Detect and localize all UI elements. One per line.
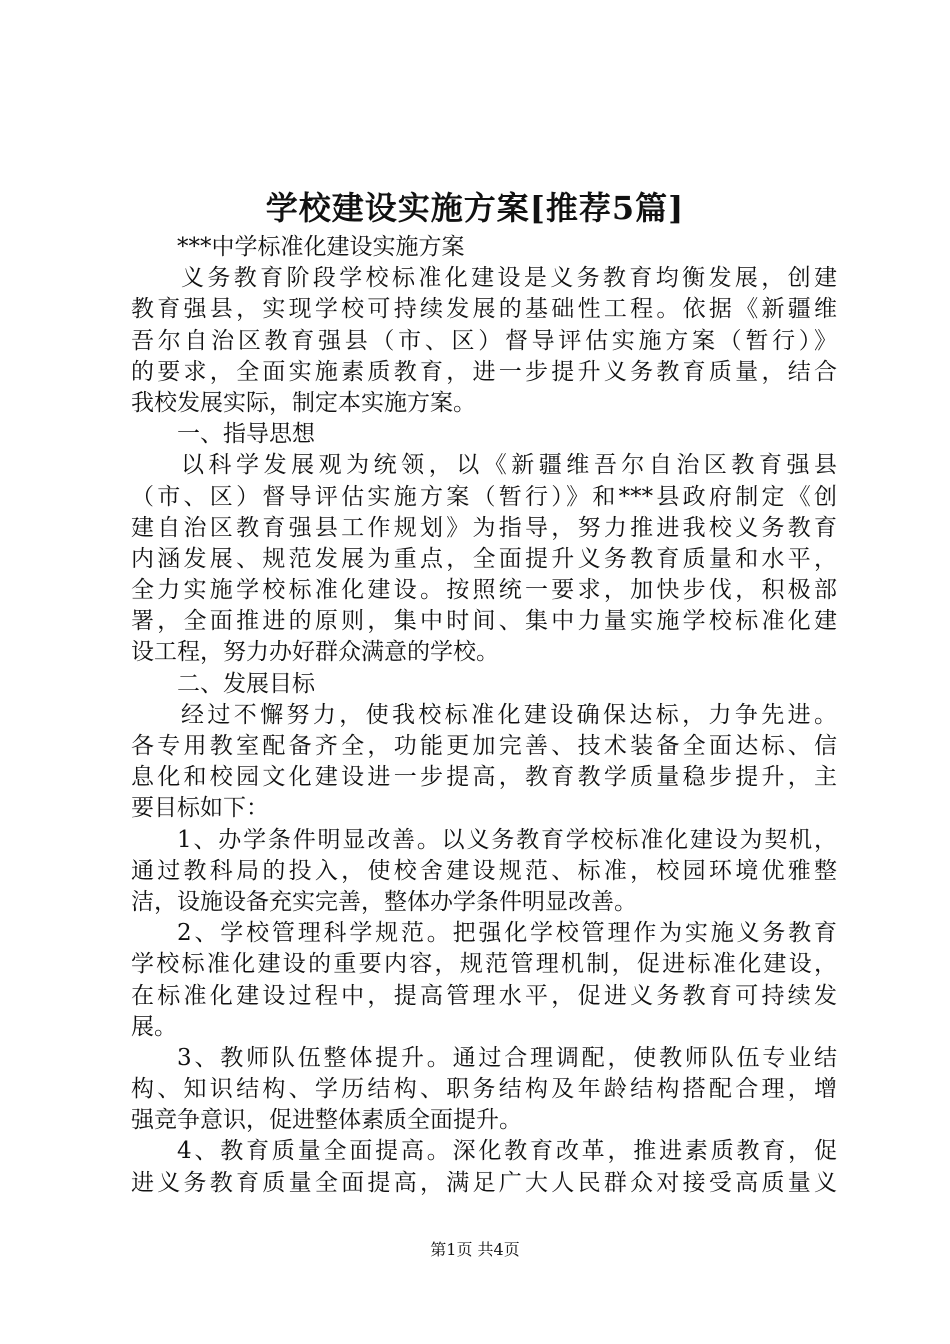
body-line: 通过教科局的投入，使校舍建设规范、标准，校园环境优雅整 (131, 857, 837, 884)
body-line: 息化和校园文化建设进一步提高，教育教学质量稳步提升，主 (131, 764, 837, 791)
body-line: 构、知识结构、学历结构、职务结构及年龄结构搭配合理，增 (131, 1076, 837, 1103)
body-line: 展。 (131, 1013, 177, 1040)
body-line: 署，全面推进的原则，集中时间、集中力量实施学校标准化建 (131, 608, 837, 635)
body-line: 强竞争意识，促进整体素质全面提升。 (131, 1107, 522, 1134)
body-line: 一、指导思想 (177, 421, 315, 448)
body-line: （市、区）督导评估实施方案（暂行）》和***县政府制定《创 (131, 483, 837, 510)
body-line: 1、办学条件明显改善。以义务教育学校标准化建设为契机， (177, 826, 837, 853)
body-line: ***中学标准化建设实施方案 (177, 234, 465, 260)
body-line: 的要求，全面实施素质教育，进一步提升义务教育质量，结合 (131, 358, 837, 385)
body-line: 洁，设施设备充实完善，整体办学条件明显改善。 (131, 888, 637, 915)
body-line: 义务教育阶段学校标准化建设是义务教育均衡发展，创建 (181, 265, 837, 292)
page-footer: 第1页 共4页 (430, 1240, 520, 1259)
body-line: 2、学校管理科学规范。把强化学校管理作为实施义务教育 (177, 920, 837, 947)
body-line: 教育强县，实现学校可持续发展的基础性工程。依据《新疆维 (131, 296, 837, 323)
document-body (131, 232, 837, 1199)
body-line: 学校标准化建设的重要内容，规范管理机制，促进标准化建设， (131, 951, 837, 978)
body-line: 3、教师队伍整体提升。通过合理调配，使教师队伍专业结 (177, 1044, 837, 1071)
body-line: 经过不懈努力，使我校标准化建设确保达标，力争先进。 (181, 701, 837, 728)
body-line: 要目标如下： (131, 795, 269, 822)
body-line: 在标准化建设过程中，提高管理水平，促进义务教育可持续发 (131, 982, 837, 1009)
body-line: 吾尔自治区教育强县（市、区）督导评估实施方案（暂行）》 (131, 327, 837, 354)
body-line: 以科学发展观为统领，以《新疆维吾尔自治区教育强县 (181, 452, 837, 479)
body-line: 4、教育质量全面提高。深化教育改革，推进素质教育，促 (177, 1138, 837, 1165)
body-line: 各专用教室配备齐全，功能更加完善、技术装备全面达标、信 (131, 733, 837, 759)
body-line: 进义务教育质量全面提高，满足广大人民群众对接受高质量义 (131, 1169, 837, 1196)
body-line: 我校发展实际，制定本实施方案。 (131, 389, 476, 416)
body-line: 设工程，努力办好群众满意的学校。 (131, 639, 499, 666)
body-line: 全力实施学校标准化建设。按照统一要求，加快步伐，积极部 (131, 577, 837, 604)
body-line: 二、发展目标 (177, 670, 315, 697)
body-line: 建自治区教育强县工作规划》为指导，努力推进我校义务教育 (131, 514, 837, 541)
body-line: 内涵发展、规范发展为重点，全面提升义务教育质量和水平， (131, 545, 837, 572)
document-title: 学校建设实施方案[推荐5篇] (265, 189, 685, 227)
